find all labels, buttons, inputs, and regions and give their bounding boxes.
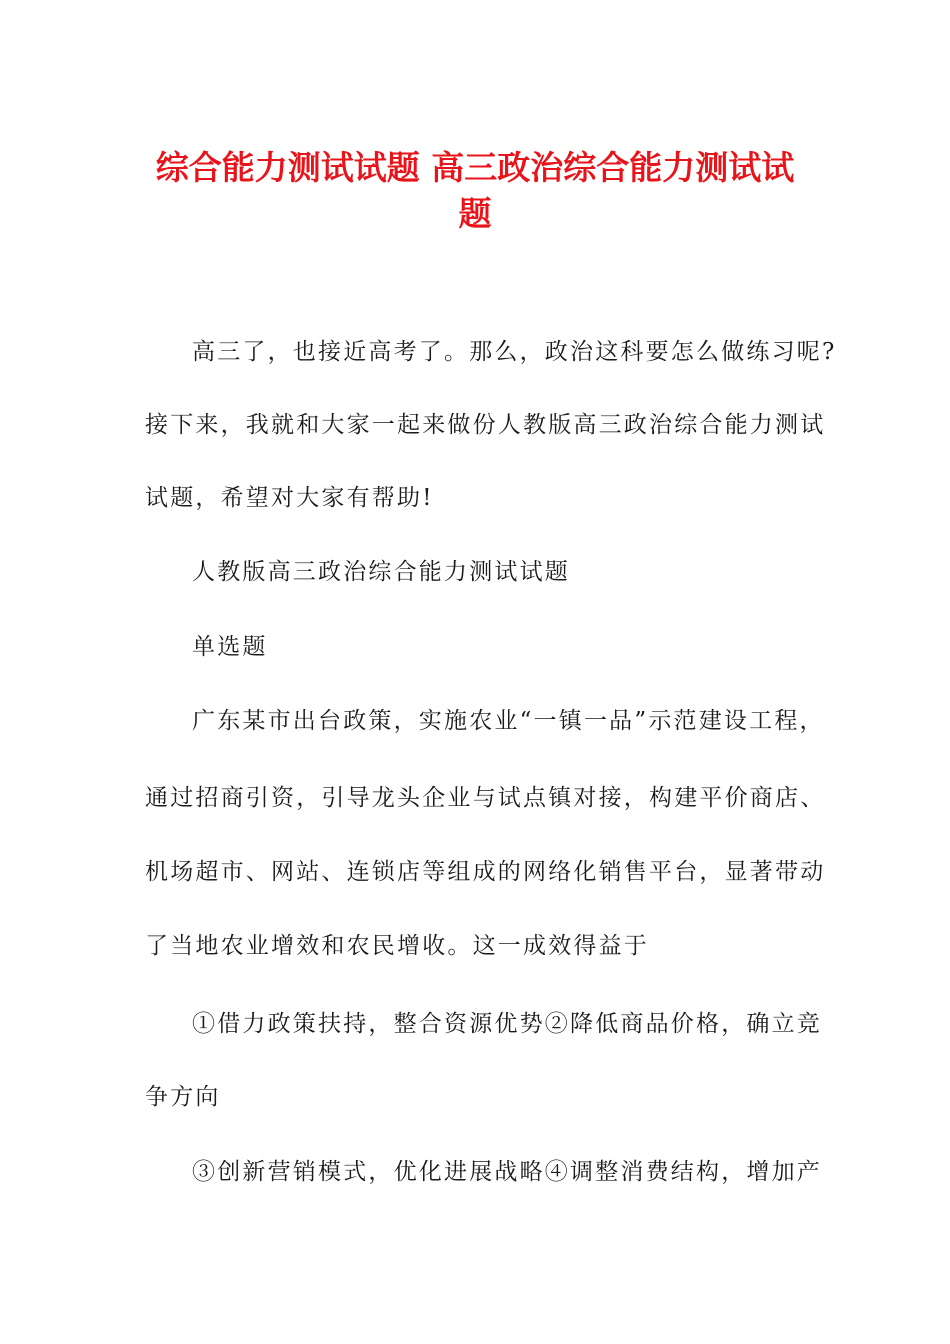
option-line: ③创新营销模式，优化进展战略④调整消费结构，增加产 bbox=[192, 1159, 822, 1185]
option-line: ①借力政策扶持，整合资源优势②降低商品价格，确立竞 bbox=[192, 1011, 822, 1037]
section-heading: 单选题 bbox=[192, 634, 268, 660]
paragraph-line: 了当地农业增效和农民增收。这一成效得益于 bbox=[145, 933, 649, 959]
paragraph-line: 人教版高三政治综合能力测试试题 bbox=[192, 559, 570, 585]
title-line-1: 综合能力测试试题 高三政治综合能力测试试 bbox=[155, 148, 795, 187]
paragraph-line: 广东某市出台政策，实施农业“一镇一品”示范建设工程， bbox=[192, 708, 825, 734]
title-line-2: 题 bbox=[458, 194, 492, 233]
paragraph-line: 接下来，我就和大家一起来做份人教版高三政治综合能力测试 bbox=[145, 412, 826, 438]
paragraph-line: 高三了，也接近高考了。那么，政治这科要怎么做练习呢? bbox=[192, 339, 837, 365]
paragraph-line: 试题，希望对大家有帮助! bbox=[145, 485, 434, 511]
option-line: 争方向 bbox=[145, 1084, 221, 1110]
paragraph-line: 通过招商引资，引导龙头企业与试点镇对接，构建平价商店、 bbox=[145, 785, 826, 811]
document-title bbox=[140, 145, 810, 237]
paragraph-line: 机场超市、网站、连锁店等组成的网络化销售平台，显著带动 bbox=[145, 859, 826, 885]
